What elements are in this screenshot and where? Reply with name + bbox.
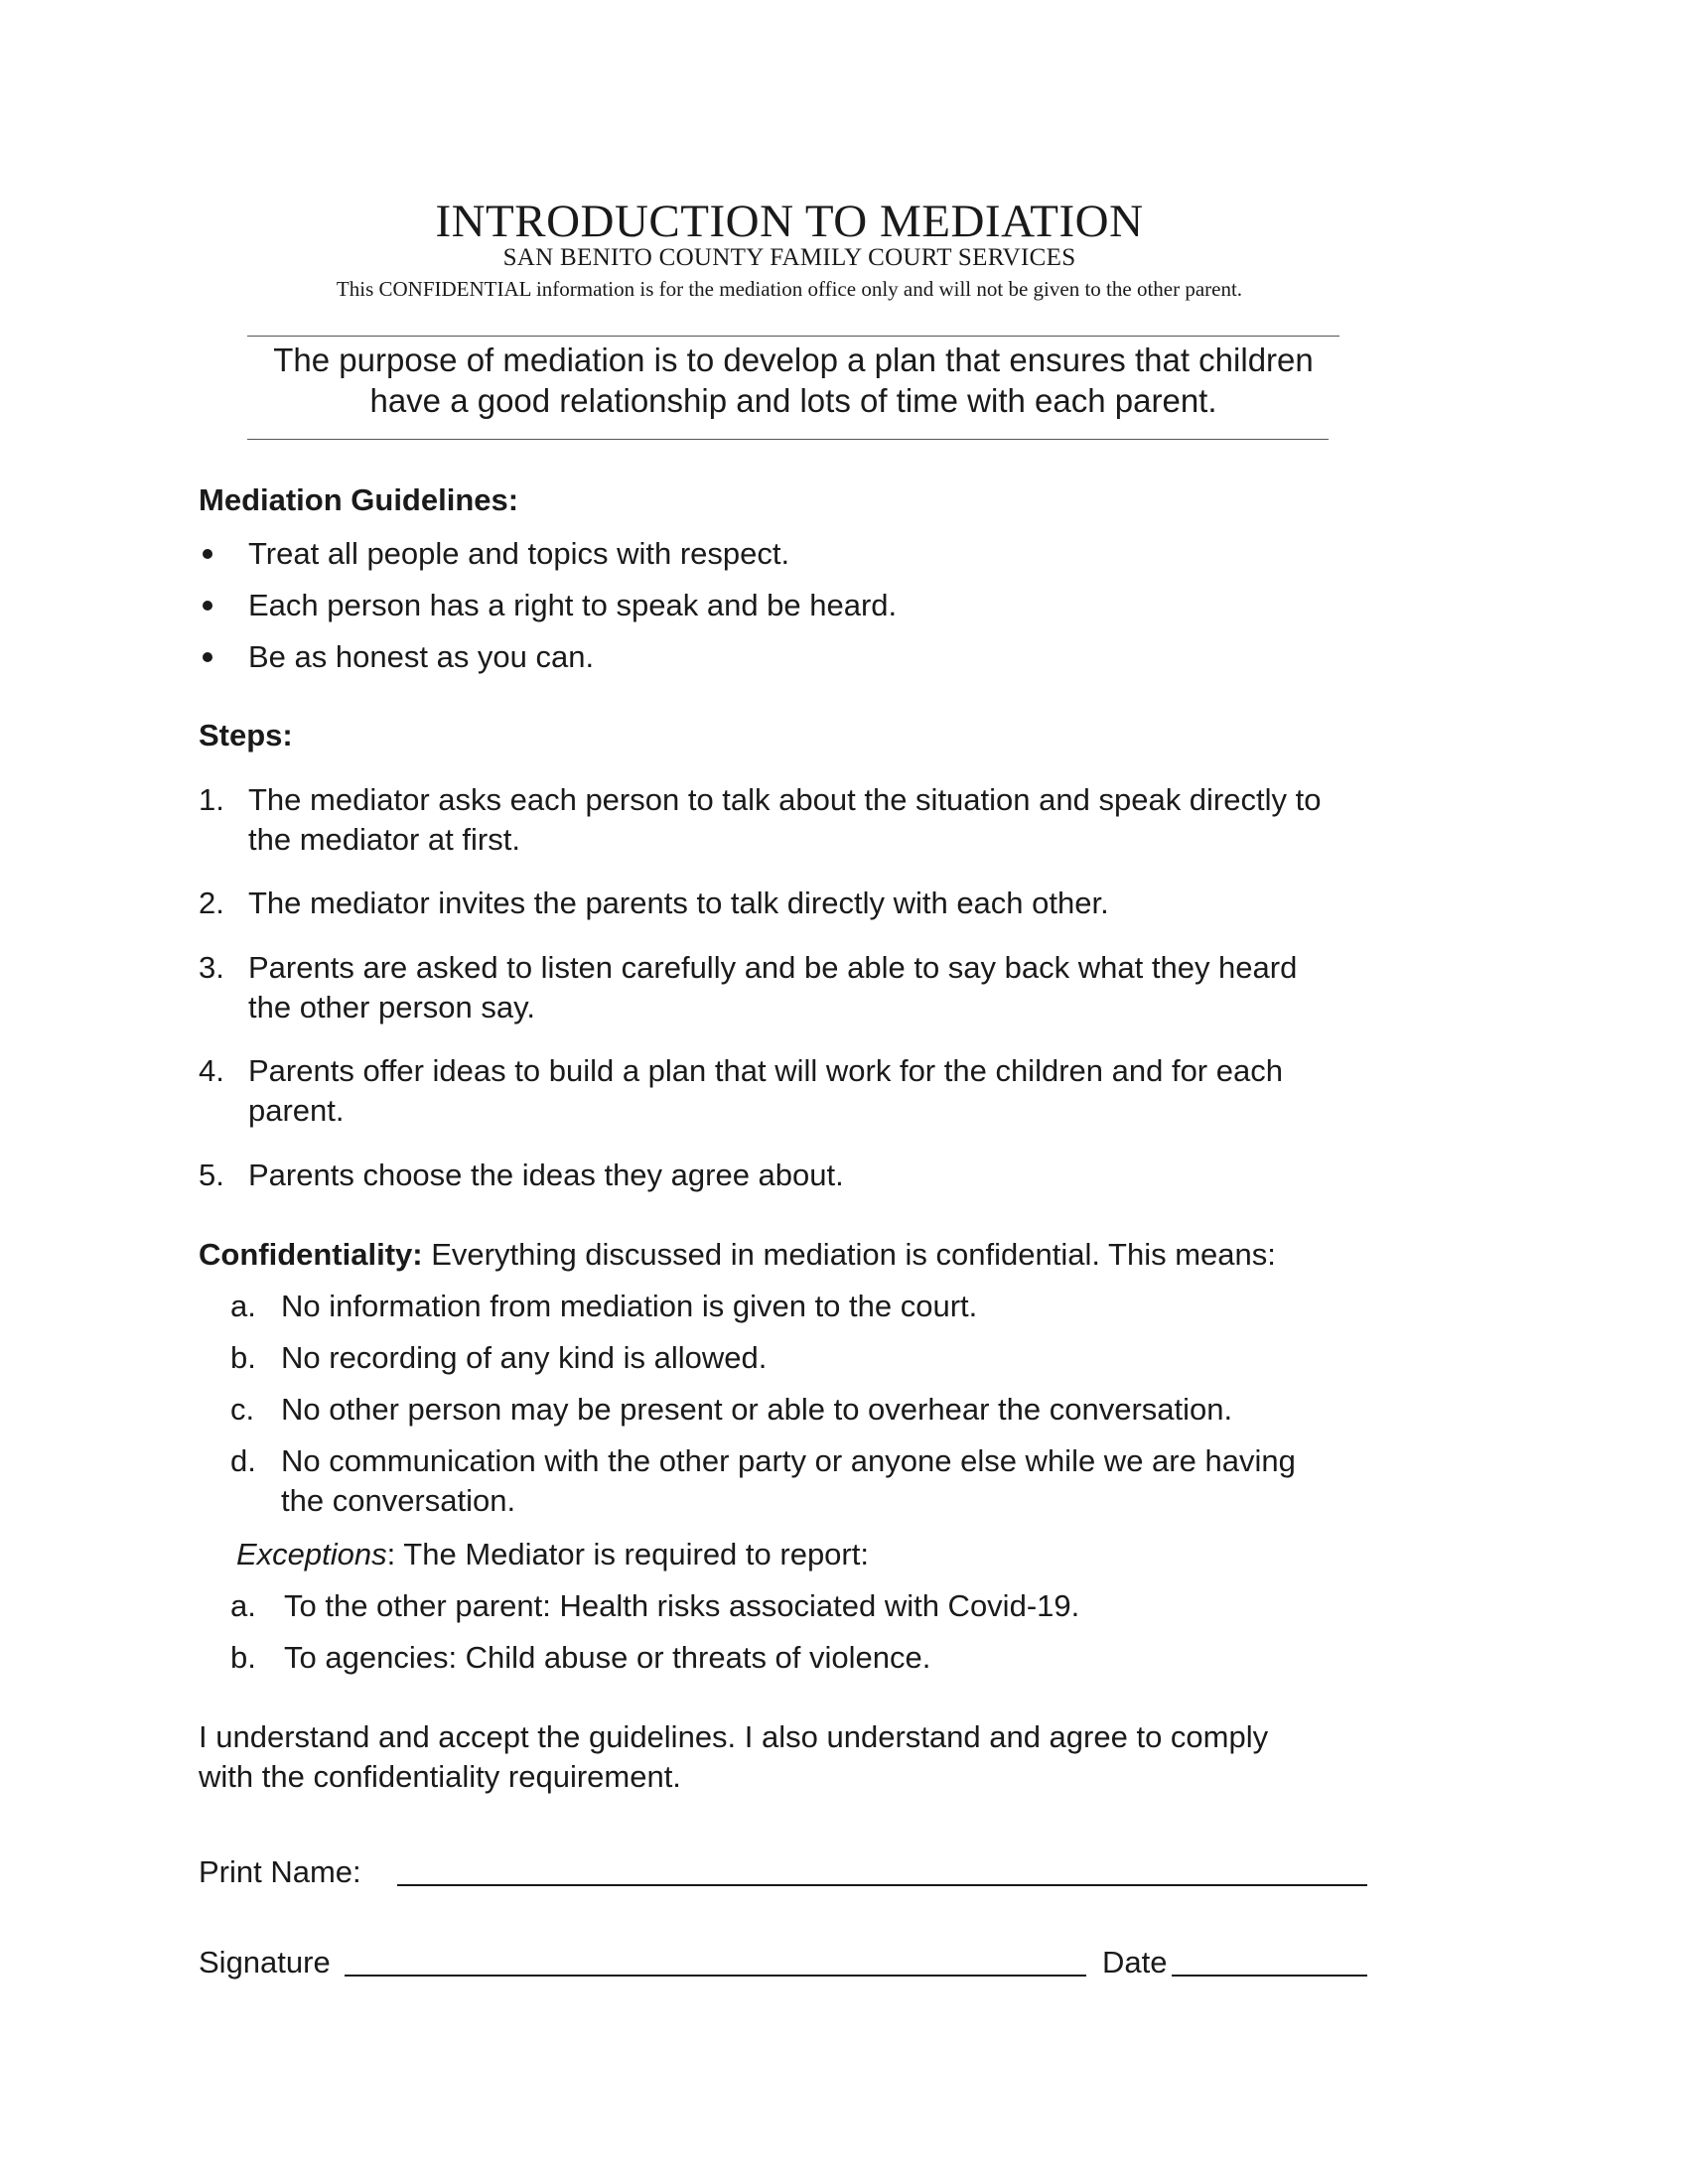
- guidelines-heading: Mediation Guidelines:: [199, 482, 519, 517]
- purpose-top-rule: [247, 336, 1339, 337]
- bullet-icon: [203, 549, 212, 559]
- signature-label: Signature: [199, 1945, 331, 1979]
- purpose-bottom-rule: [247, 439, 1329, 440]
- steps-heading: Steps:: [199, 718, 293, 752]
- document-title: INTRODUCTION TO MEDIATION: [435, 196, 1144, 247]
- purpose-line-2: have a good relationship and lots of time with each parent.: [369, 382, 1217, 419]
- bullet-icon: [203, 601, 212, 611]
- date-label: Date: [1102, 1945, 1168, 1979]
- confidentiality-label: Confidentiality:: [199, 1237, 423, 1272]
- exceptions-intro: Exceptions: The Mediator is required to report:: [236, 1537, 869, 1571]
- print-name-field[interactable]: [397, 1850, 1367, 1886]
- signature-field[interactable]: [345, 1941, 1086, 1977]
- date-field[interactable]: [1172, 1941, 1367, 1977]
- acknowledgement-statement: I understand and accept the guidelines. I also understand and agree to comply with the confidentiality requirement.: [199, 1719, 1269, 1794]
- confidentiality-intro: Confidentiality: Everything discussed in mediation is confidential. This means:: [199, 1237, 1276, 1272]
- bullet-icon: [203, 652, 212, 662]
- purpose-statement: [247, 340, 1339, 421]
- purpose-line-1: The purpose of mediation is to develop a plan that ensures that children: [273, 341, 1314, 378]
- print-name-label: Print Name:: [199, 1854, 361, 1889]
- document-subtitle: SAN BENITO COUNTY FAMILY COURT SERVICES: [502, 244, 1076, 271]
- confidential-note: This CONFIDENTIAL information is for the mediation office only and will not be given to the other parent.: [336, 277, 1243, 301]
- form-page: INTRODUCTION TO MEDIATION SAN BENITO COUNTY FAMILY COURT SERVICES This CONFIDENTIAL information is for the mediation office only and will not be given to the other parent. The purpose of mediation is to develop a plan that ensures that children have a good relationship and lots of time with each parent. Mediation Guidelines: Treat all people and topics with respect. Each person has a right to speak and be heard. Be as honest as you can. Steps: 1. The mediator asks each person to talk about the situation and speak directly to the mediator at first. 2. The mediator invites the parents to talk directly with each other. 3. Parents are asked to listen carefully and be able to say back what they heard the other person say. 4. Parents offer ideas to build a plan that will work for the children and for each parent. 5. Parents choose the ideas they agree about. Confidentiality: Everything discussed in mediation is confidential. This means: a. No information from mediation is given to the court. b. No recording of any kind is allowed. c. No other person may be present or able to overhear the conversation. d. No communication with the other party or anyone else while we are having the conversation. Exceptions: The Mediator is required to report: a. To the other parent: Health risks associated with Covid-19. b. To agencies: Child abuse or threats of violence. I understand and accept the guidelines. I also understand and agree to comply with the confidentiality requirement. Print Name: Signature Date: [0, 0, 1688, 2184]
